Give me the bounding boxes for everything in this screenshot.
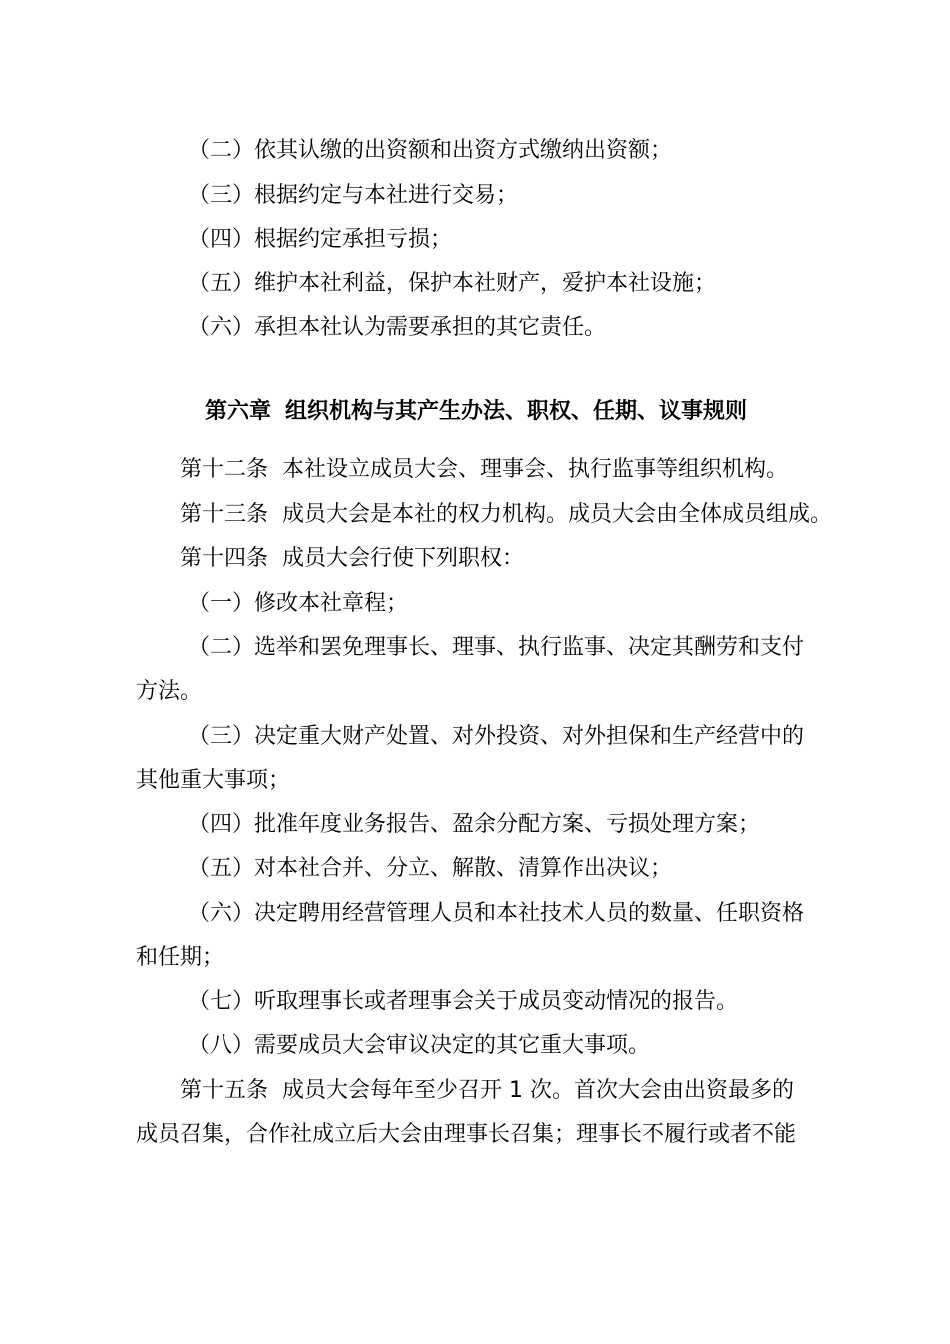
power-item-1: （一）修改本社章程； — [188, 591, 409, 616]
duty-item-4: （四）根据约定承担亏损； — [188, 227, 453, 252]
article-12 — [136, 455, 860, 485]
power-item-8: （八）需要成员大会审议决定的其它重大事项。 — [188, 1033, 651, 1058]
duty-item-6: （六）承担本社认为需要承担的其它责任。 — [188, 315, 607, 340]
duty-item-3: （三）根据约定与本社进行交易； — [188, 183, 519, 208]
power-item-6: （六）决定聘用经营管理人员和本社技术人员的数量、任职资格 — [188, 901, 805, 926]
article-label: 第十五条 — [180, 1078, 269, 1103]
power-item-3: （三）决定重大财产处置、对外投资、对外担保和生产经营中的 — [188, 724, 805, 749]
article-text: 成员大会是本社的权力机构。成员大会由全体成员组成。 — [282, 502, 833, 527]
power-item-7: （七）听取理事长或者理事会关于成员变动情况的报告。 — [188, 989, 739, 1014]
duty-item-2: （二）依其认缴的出资额和出资方式缴纳出资额； — [188, 138, 673, 163]
article-15 — [136, 1076, 860, 1106]
article-text: 成员大会每年至少召开 1 次。首次大会由出资最多的 — [282, 1078, 795, 1103]
power-item-5: （五）对本社合并、分立、解散、清算作出决议； — [188, 856, 673, 881]
power-item-6-continued: 和任期； — [136, 945, 225, 970]
chapter-number: 第六章 — [204, 399, 271, 424]
power-item-4: （四）批准年度业务报告、盈余分配方案、亏损处理方案； — [188, 812, 761, 837]
article-14 — [136, 544, 860, 574]
article-label: 第十三条 — [180, 502, 269, 527]
chapter-title: 组织机构与其产生办法、职权、任期、议事规则 — [285, 399, 748, 424]
duty-item-5: （五）维护本社利益，保护本社财产，爱护本社设施； — [188, 271, 717, 296]
article-label: 第十二条 — [180, 457, 269, 482]
article-text: 本社设立成员大会、理事会、执行监事等组织机构。 — [282, 457, 789, 482]
chapter-heading — [136, 397, 816, 427]
article-13 — [136, 500, 860, 530]
article-15-continued: 成员召集，合作社成立后大会由理事长召集；理事长不履行或者不能 — [136, 1122, 797, 1147]
power-item-2-continued: 方法。 — [136, 679, 203, 704]
power-item-3-continued: 其他重大事项； — [136, 768, 291, 793]
power-item-2: （二）选举和罢免理事长、理事、执行监事、决定其酬劳和支付 — [188, 635, 805, 660]
article-label: 第十四条 — [180, 546, 269, 571]
article-text: 成员大会行使下列职权： — [282, 546, 525, 571]
